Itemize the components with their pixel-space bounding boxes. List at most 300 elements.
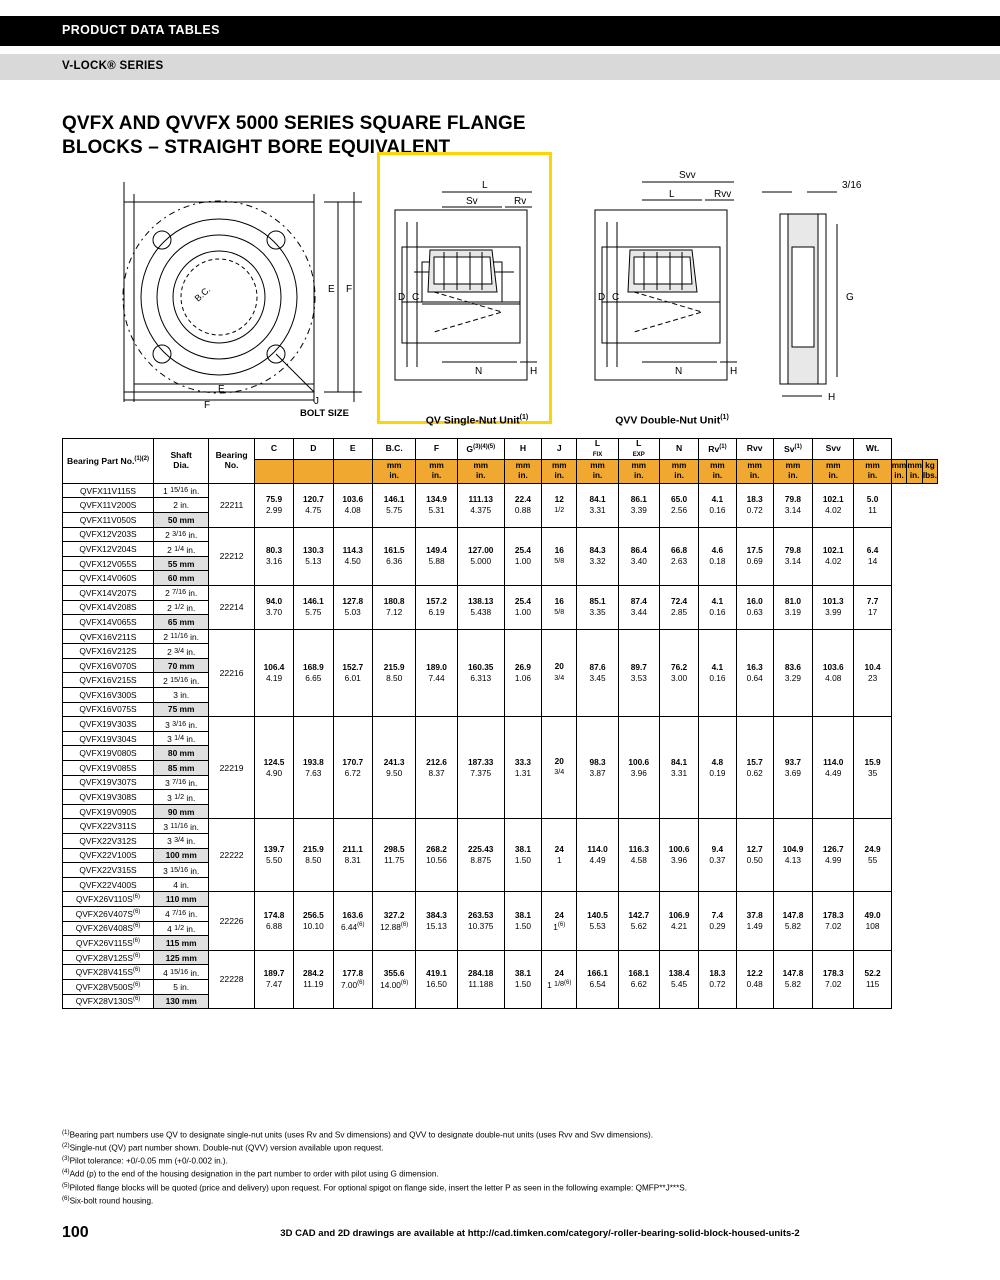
shaft-dia-cell: 2 3/4 in. [154, 644, 209, 659]
value-cell-Rvv: 16.3 0.64 [736, 629, 773, 717]
value-cell-Sv: 79.8 3.14 [773, 483, 812, 527]
value-cell-BC: 355.6 14.00$^{(6)}$ [372, 950, 415, 1008]
value-cell-L-fix: 114.0 4.49 [577, 819, 618, 892]
double-nut-caption: QVV Double-Nut Unit$^{(1)}$ [615, 414, 729, 427]
value-cell-C: 124.5 4.90 [254, 717, 293, 819]
svg-text:E: E [218, 384, 225, 395]
footnote-item: $^{(4)}$Add (p) to the end of the housing designation in the part number to order with pilot using G dimension. [62, 1168, 439, 1180]
part-number-cell: QVFX19V308S [63, 790, 154, 805]
value-cell-D: 215.9 8.50 [294, 819, 333, 892]
value-cell-D: 120.7 4.75 [294, 483, 333, 527]
value-cell-N: 100.6 3.96 [659, 819, 698, 892]
value-cell-L-fix: 98.3 3.87 [577, 717, 618, 819]
unit-BC: mm in. [504, 459, 541, 483]
table-row [63, 717, 938, 732]
shaft-dia-cell: 2 7/16 in. [154, 585, 209, 600]
value-cell-Svv: 178.3 7.02 [813, 950, 854, 1008]
value-cell-J: 16 5/8 [542, 585, 577, 629]
unit-N: mm in. [773, 459, 812, 483]
table-row [63, 819, 938, 834]
value-cell-Wt: 6.4 14 [854, 527, 891, 585]
part-number-cell: QVFX22V312S [63, 834, 154, 849]
part-number-cell: QVFX22V400S [63, 877, 154, 892]
table-row [63, 892, 938, 907]
part-number-cell: $QVFX26V110S^{(6)}$ [63, 892, 154, 907]
unit-J: mm in. [659, 459, 698, 483]
shaft-dia-cell: 90 mm [154, 804, 209, 819]
svg-text:Rvv: Rvv [714, 189, 732, 200]
value-cell-C: 174.8 6.88 [254, 892, 293, 950]
value-cell-G: 263.53 10.375 [457, 892, 504, 950]
part-number-cell: $QVFX28V130S^{(6)}$ [63, 994, 154, 1009]
value-cell-Svv: 103.6 4.08 [813, 629, 854, 717]
value-cell-Rvv: 15.7 0.62 [736, 717, 773, 819]
part-number-cell: $QVFX28V500S^{(6)}$ [63, 979, 154, 994]
shaft-dia-cell: 100 mm [154, 848, 209, 863]
value-cell-Sv: 79.8 3.14 [773, 527, 812, 585]
value-cell-H: 22.4 0.88 [504, 483, 541, 527]
value-cell-H: 38.1 1.50 [504, 892, 541, 950]
unit-Svv: mm in. [907, 459, 923, 483]
value-cell-E: 177.8 7.00$^{(6)}$ [333, 950, 372, 1008]
value-cell-Svv: 178.3 7.02 [813, 892, 854, 950]
part-number-cell: QVFX16V215S [63, 673, 154, 688]
unit-Rv: mm in. [813, 459, 854, 483]
part-number-cell: QVFX16V211S [63, 629, 154, 644]
shaft-dia-cell: 1 15/16 in. [154, 483, 209, 498]
bearing-no-cell: 22211 [209, 483, 255, 527]
value-cell-D: 168.9 6.65 [294, 629, 333, 717]
shaft-dia-cell: 3 3/16 in. [154, 717, 209, 732]
top-header-bar [0, 16, 1000, 46]
col-C: C [254, 439, 293, 460]
part-number-cell: QVFX11V200S [63, 498, 154, 513]
shaft-dia-cell: 2 in. [154, 498, 209, 513]
value-cell-Sv: 147.8 5.82 [773, 892, 812, 950]
shaft-dia-cell: 55 mm [154, 556, 209, 571]
shaft-dia-cell: 4 in. [154, 877, 209, 892]
value-cell-L-exp: 116.3 4.58 [618, 819, 659, 892]
svg-text:F: F [204, 400, 211, 411]
unit-F: mm in. [542, 459, 577, 483]
col-F: F [416, 439, 457, 460]
value-cell-Svv: 102.1 4.02 [813, 527, 854, 585]
value-cell-L-exp: 86.1 3.39 [618, 483, 659, 527]
series-title: V-LOCK® SERIES [62, 60, 164, 72]
svg-text:Svv: Svv [679, 170, 696, 181]
value-cell-L-exp: 142.7 5.62 [618, 892, 659, 950]
value-cell-Rvv: 37.8 1.49 [736, 892, 773, 950]
value-cell-L-fix: 84.3 3.32 [577, 527, 618, 585]
svg-text:H: H [530, 366, 538, 377]
part-number-cell: QVFX11V115S [63, 483, 154, 498]
unit-D: mm in. [416, 459, 457, 483]
part-number-cell: QVFX19V080S [63, 746, 154, 761]
part-number-cell: $QVFX26V407S^{(6)}$ [63, 906, 154, 921]
value-cell-D: 130.3 5.13 [294, 527, 333, 585]
value-cell-J: 12 1/2 [542, 483, 577, 527]
part-number-cell: QVFX19V303S [63, 717, 154, 732]
shaft-dia-cell: 70 mm [154, 658, 209, 673]
value-cell-Sv: 104.9 4.13 [773, 819, 812, 892]
svg-text:Rv: Rv [514, 196, 527, 207]
bearing-no-cell: 22219 [209, 717, 255, 819]
value-cell-J: 24 1 1/8$^{(6)}$ [542, 950, 577, 1008]
value-cell-L-exp: 87.4 3.44 [618, 585, 659, 629]
footnote-item: $^{(5)}$Piloted flange blocks will be quoted (price and delivery) upon request. For optional spigot on flange side, insert the letter P as seen in the following example: QMFP**J***S. [62, 1181, 688, 1193]
cad-url-text: 3D CAD and 2D drawings are available at http://cad.timken.com/category/-roller-bearing-solid-block-housed-units-2 [280, 1228, 800, 1239]
bearing-no-cell: 22212 [209, 527, 255, 585]
value-cell-F: 189.0 7.44 [416, 629, 457, 717]
part-number-cell: QVFX14V065S [63, 615, 154, 630]
value-cell-E: 103.6 4.08 [333, 483, 372, 527]
value-cell-BC: 146.1 5.75 [372, 483, 415, 527]
unit-blank [294, 459, 333, 483]
value-cell-F: 212.6 8.37 [416, 717, 457, 819]
unit-Sv: mm in. [891, 459, 907, 483]
footnote-item: $^{(6)}$Six-bolt round housing. [62, 1194, 154, 1206]
value-cell-Svv: 102.1 4.02 [813, 483, 854, 527]
part-number-cell: QVFX22V315S [63, 863, 154, 878]
value-cell-Sv: 147.8 5.82 [773, 950, 812, 1008]
value-cell-F: 384.3 15.13 [416, 892, 457, 950]
col-Sv: Sv$^{(1)}$ [773, 439, 812, 460]
value-cell-G: 187.33 7.375 [457, 717, 504, 819]
value-cell-D: 146.1 5.75 [294, 585, 333, 629]
value-cell-N: 138.4 5.45 [659, 950, 698, 1008]
value-cell-E: 114.3 4.50 [333, 527, 372, 585]
value-cell-C: 189.7 7.47 [254, 950, 293, 1008]
value-cell-C: 94.0 3.70 [254, 585, 293, 629]
shaft-dia-cell: 2 1/4 in. [154, 542, 209, 557]
value-cell-Wt: 15.9 35 [854, 717, 891, 819]
part-number-cell: QVFX14V208S [63, 600, 154, 615]
value-cell-G: 127.00 5.000 [457, 527, 504, 585]
value-cell-E: 211.1 8.31 [333, 819, 372, 892]
value-cell-E: 127.8 5.03 [333, 585, 372, 629]
shaft-dia-cell: 2 3/16 in. [154, 527, 209, 542]
value-cell-H: 25.4 1.00 [504, 585, 541, 629]
table-row [63, 527, 938, 542]
value-cell-Wt: 10.4 23 [854, 629, 891, 717]
part-number-cell: QVFX16V300S [63, 688, 154, 703]
value-cell-N: 65.0 2.56 [659, 483, 698, 527]
part-number-cell: QVFX14V060S [63, 571, 154, 586]
value-cell-H: 25.4 1.00 [504, 527, 541, 585]
value-cell-G: 225.43 8.875 [457, 819, 504, 892]
value-cell-Rv: 7.4 0.29 [699, 892, 736, 950]
value-cell-F: 149.4 5.88 [416, 527, 457, 585]
svg-text:E: E [328, 284, 335, 295]
value-cell-Wt: 52.2 115 [854, 950, 891, 1008]
value-cell-J: 20 3/4 [542, 717, 577, 819]
col-G: $G^{(3)(4)(5)}$ [457, 439, 504, 460]
shaft-dia-cell: 75 mm [154, 702, 209, 717]
value-cell-J: 24 1 [542, 819, 577, 892]
svg-text:L: L [482, 180, 488, 191]
part-number-cell: QVFX12V055S [63, 556, 154, 571]
col-bearing-part-no: Bearing Part No.$^{(1)(2)}$ [63, 439, 154, 484]
value-cell-Rv: 4.8 0.19 [699, 717, 736, 819]
value-cell-L-exp: 100.6 3.96 [618, 717, 659, 819]
table-row [63, 629, 938, 644]
value-cell-Svv: 114.0 4.49 [813, 717, 854, 819]
value-cell-E: 170.7 6.72 [333, 717, 372, 819]
svg-text:N: N [675, 366, 683, 377]
shaft-dia-cell: 3 in. [154, 688, 209, 703]
value-cell-C: 106.4 4.19 [254, 629, 293, 717]
shaft-dia-cell: 125 mm [154, 950, 209, 965]
part-number-cell: QVFX12V203S [63, 527, 154, 542]
table-head [63, 439, 938, 484]
svg-text:C: C [612, 292, 620, 303]
svg-text:3/16: 3/16 [842, 180, 862, 191]
shaft-dia-cell: 3 3/4 in. [154, 834, 209, 849]
svg-text:H: H [730, 366, 738, 377]
svg-text:G: G [846, 292, 854, 303]
shaft-dia-cell: 2 1/2 in. [154, 600, 209, 615]
shaft-dia-cell: 80 mm [154, 746, 209, 761]
table-header-row [63, 439, 938, 460]
value-cell-D: 193.8 7.63 [294, 717, 333, 819]
part-number-cell: QVFX19V090S [63, 804, 154, 819]
value-cell-BC: 241.3 9.50 [372, 717, 415, 819]
value-cell-G: 160.35 6.313 [457, 629, 504, 717]
part-number-cell: $QVFX26V408S^{(6)}$ [63, 921, 154, 936]
col-L-fix: L FIX [577, 439, 618, 460]
value-cell-N: 84.1 3.31 [659, 717, 698, 819]
value-cell-Wt: 5.0 11 [854, 483, 891, 527]
value-cell-L-fix: 87.6 3.45 [577, 629, 618, 717]
shaft-dia-cell: 5 in. [154, 979, 209, 994]
shaft-dia-cell: 3 11/16 in. [154, 819, 209, 834]
value-cell-F: 268.2 10.56 [416, 819, 457, 892]
svg-text:D: D [598, 292, 606, 303]
part-number-cell: QVFX19V085S [63, 761, 154, 776]
value-cell-Rvv: 18.3 0.72 [736, 483, 773, 527]
value-cell-G: 111.13 4.375 [457, 483, 504, 527]
single-nut-highlight-box [377, 152, 552, 424]
bearing-no-cell: 22222 [209, 819, 255, 892]
value-cell-Rvv: 12.7 0.50 [736, 819, 773, 892]
value-cell-F: 419.1 16.50 [416, 950, 457, 1008]
part-number-cell: $QVFX28V125S^{(6)}$ [63, 950, 154, 965]
svg-text:N: N [475, 366, 483, 377]
col-E: E [333, 439, 372, 460]
svg-text:Sv: Sv [466, 196, 478, 207]
value-cell-BC: 180.8 7.12 [372, 585, 415, 629]
value-cell-L-exp: 89.7 3.53 [618, 629, 659, 717]
table-row [63, 483, 938, 498]
value-cell-J: 20 3/4 [542, 629, 577, 717]
value-cell-Rv: 9.4 0.37 [699, 819, 736, 892]
bearing-no-cell: 22214 [209, 585, 255, 629]
col-shaft-dia: Shaft Dia. [154, 439, 209, 484]
shaft-dia-cell: 60 mm [154, 571, 209, 586]
value-cell-N: 76.2 3.00 [659, 629, 698, 717]
value-cell-L-fix: 166.1 6.54 [577, 950, 618, 1008]
unit-H: mm in. [618, 459, 659, 483]
value-cell-BC: 215.9 8.50 [372, 629, 415, 717]
part-number-cell: QVFX16V070S [63, 658, 154, 673]
value-cell-G: 138.13 5.438 [457, 585, 504, 629]
part-number-cell: QVFX16V075S [63, 702, 154, 717]
col-Rv: Rv$^{(1)}$ [699, 439, 736, 460]
single-nut-caption: QV Single-Nut Unit$^{(1)}$ [425, 414, 529, 427]
value-cell-BC: 298.5 11.75 [372, 819, 415, 892]
value-cell-BC: 161.5 6.36 [372, 527, 415, 585]
col-H: H [504, 439, 541, 460]
shaft-dia-cell: 65 mm [154, 615, 209, 630]
table-row [63, 950, 938, 965]
value-cell-Rvv: 16.0 0.63 [736, 585, 773, 629]
value-cell-H: 33.3 1.31 [504, 717, 541, 819]
svg-text:D: D [398, 292, 406, 303]
value-cell-J: 24 1$^{(6)}$ [542, 892, 577, 950]
value-cell-Rv: 4.1 0.16 [699, 585, 736, 629]
shaft-dia-cell: 130 mm [154, 994, 209, 1009]
footnote-item: $^{(2)}$Single-nut (QV) part number shown. Double-nut (QVV) version available upon request. [62, 1142, 384, 1153]
footnote-item: $^{(1)}$Bearing part numbers use QV to designate single-nut units (uses Rv and Sv dimensions) and QVV to designate double-nut units (uses Rvv and Svv dimensions). [62, 1129, 654, 1140]
unit-Wt: kg lbs. [922, 459, 937, 483]
value-cell-N: 66.8 2.63 [659, 527, 698, 585]
svg-text:C: C [412, 292, 420, 303]
value-cell-Sv: 81.0 3.19 [773, 585, 812, 629]
value-cell-BC: 327.2 12.88$^{(6)}$ [372, 892, 415, 950]
value-cell-C: 80.3 3.16 [254, 527, 293, 585]
value-cell-F: 157.2 6.19 [416, 585, 457, 629]
shaft-dia-cell: 110 mm [154, 892, 209, 907]
value-cell-J: 16 5/8 [542, 527, 577, 585]
shaft-dia-cell: 50 mm [154, 512, 209, 527]
unit-G: mm in. [577, 459, 618, 483]
page-title: QVFX AND QVVFX 5000 SERIES SQUARE FLANGE BLOCKS – STRAIGHT BORE EQUIVALENT [62, 113, 526, 159]
shaft-dia-cell: 3 7/16 in. [154, 775, 209, 790]
value-cell-H: 26.9 1.06 [504, 629, 541, 717]
value-cell-G: 284.18 11.188 [457, 950, 504, 1008]
value-cell-L-exp: 86.4 3.40 [618, 527, 659, 585]
svg-text:F: F [346, 284, 353, 295]
value-cell-D: 284.2 11.19 [294, 950, 333, 1008]
value-cell-L-fix: 140.5 5.53 [577, 892, 618, 950]
part-number-cell: $QVFX26V115S^{(6)}$ [63, 936, 154, 951]
bearing-no-cell: 22216 [209, 629, 255, 717]
col-J: J [542, 439, 577, 460]
value-cell-H: 38.1 1.50 [504, 950, 541, 1008]
value-cell-Svv: 126.7 4.99 [813, 819, 854, 892]
value-cell-Rvv: 17.5 0.69 [736, 527, 773, 585]
footnotes [62, 1129, 942, 1208]
shaft-dia-cell: 3 15/16 in. [154, 863, 209, 878]
shaft-dia-cell: 2 15/16 in. [154, 673, 209, 688]
col-BC: B.C. [372, 439, 415, 460]
page-number: 100 [62, 1224, 89, 1241]
figures-area [62, 152, 942, 432]
series-subheader-bar [0, 54, 1000, 80]
shaft-dia-cell: 2 11/16 in. [154, 629, 209, 644]
value-cell-Wt: 49.0 108 [854, 892, 891, 950]
svg-text:BOLT SIZE: BOLT SIZE [300, 408, 349, 419]
shaft-dia-cell: 4 1/2 in. [154, 921, 209, 936]
product-data-table [62, 438, 938, 1009]
footnote-item: $^{(3)}$Pilot tolerance: +0/-0.05 mm (+0/-0.002 in.). [62, 1155, 228, 1166]
value-cell-H: 38.1 1.50 [504, 819, 541, 892]
value-cell-N: 106.9 4.21 [659, 892, 698, 950]
table-row [63, 585, 938, 600]
value-cell-L-exp: 168.1 6.62 [618, 950, 659, 1008]
value-cell-Rv: 18.3 0.72 [699, 950, 736, 1008]
value-cell-C: 139.7 5.50 [254, 819, 293, 892]
value-cell-F: 134.9 5.31 [416, 483, 457, 527]
part-number-cell: QVFX22V311S [63, 819, 154, 834]
col-L-exp: L EXP [618, 439, 659, 460]
col-Wt: Wt. [854, 439, 891, 460]
unit-blank [254, 459, 293, 483]
unit-E: mm in. [457, 459, 504, 483]
svg-text:H: H [828, 392, 836, 403]
part-number-cell: QVFX14V207S [63, 585, 154, 600]
value-cell-Wt: 24.9 55 [854, 819, 891, 892]
value-cell-Wt: 7.7 17 [854, 585, 891, 629]
svg-text:J: J [314, 396, 319, 407]
table-body [63, 483, 938, 1008]
bearing-no-cell: 22226 [209, 892, 255, 950]
value-cell-E: 152.7 6.01 [333, 629, 372, 717]
shaft-dia-cell: 85 mm [154, 761, 209, 776]
shaft-dia-cell: 3 1/2 in. [154, 790, 209, 805]
part-number-cell: QVFX22V100S [63, 848, 154, 863]
bearing-no-cell: 22228 [209, 950, 255, 1008]
value-cell-Rv: 4.6 0.18 [699, 527, 736, 585]
value-cell-N: 72.4 2.85 [659, 585, 698, 629]
unit-L-fix: mm in. [699, 459, 736, 483]
value-cell-L-fix: 85.1 3.35 [577, 585, 618, 629]
svg-text:L: L [669, 189, 675, 200]
value-cell-C: 75.9 2.99 [254, 483, 293, 527]
shaft-dia-cell: 4 7/16 in. [154, 906, 209, 921]
unit-blank [333, 459, 372, 483]
part-number-cell: QVFX12V204S [63, 542, 154, 557]
part-number-cell: QVFX11V050S [63, 512, 154, 527]
value-cell-L-fix: 84.1 3.31 [577, 483, 618, 527]
value-cell-E: 163.6 6.44$^{(6)}$ [333, 892, 372, 950]
part-number-cell: QVFX19V304S [63, 731, 154, 746]
product-data-tables-title: PRODUCT DATA TABLES [62, 23, 220, 37]
shaft-dia-cell: 3 1/4 in. [154, 731, 209, 746]
unit-L-exp: mm in. [736, 459, 773, 483]
col-N: N [659, 439, 698, 460]
svg-text:B.C.: B.C. [192, 284, 213, 304]
col-Svv: Svv [813, 439, 854, 460]
part-number-cell: QVFX19V307S [63, 775, 154, 790]
col-bearing-no: Bearing No. [209, 439, 255, 484]
part-number-cell: $QVFX28V415S^{(6)}$ [63, 965, 154, 980]
value-cell-Svv: 101.3 3.99 [813, 585, 854, 629]
shaft-dia-cell: 4 15/16 in. [154, 965, 209, 980]
part-number-cell: QVFX16V212S [63, 644, 154, 659]
value-cell-Sv: 83.6 3.29 [773, 629, 812, 717]
value-cell-Rvv: 12.2 0.48 [736, 950, 773, 1008]
value-cell-Sv: 93.7 3.69 [773, 717, 812, 819]
value-cell-D: 256.5 10.10 [294, 892, 333, 950]
col-D: D [294, 439, 333, 460]
col-Rvv: Rvv [736, 439, 773, 460]
value-cell-Rv: 4.1 0.16 [699, 629, 736, 717]
value-cell-Rv: 4.1 0.16 [699, 483, 736, 527]
shaft-dia-cell: 115 mm [154, 936, 209, 951]
unit-Rvv: mm in. [854, 459, 891, 483]
unit-C: mm in. [372, 459, 415, 483]
